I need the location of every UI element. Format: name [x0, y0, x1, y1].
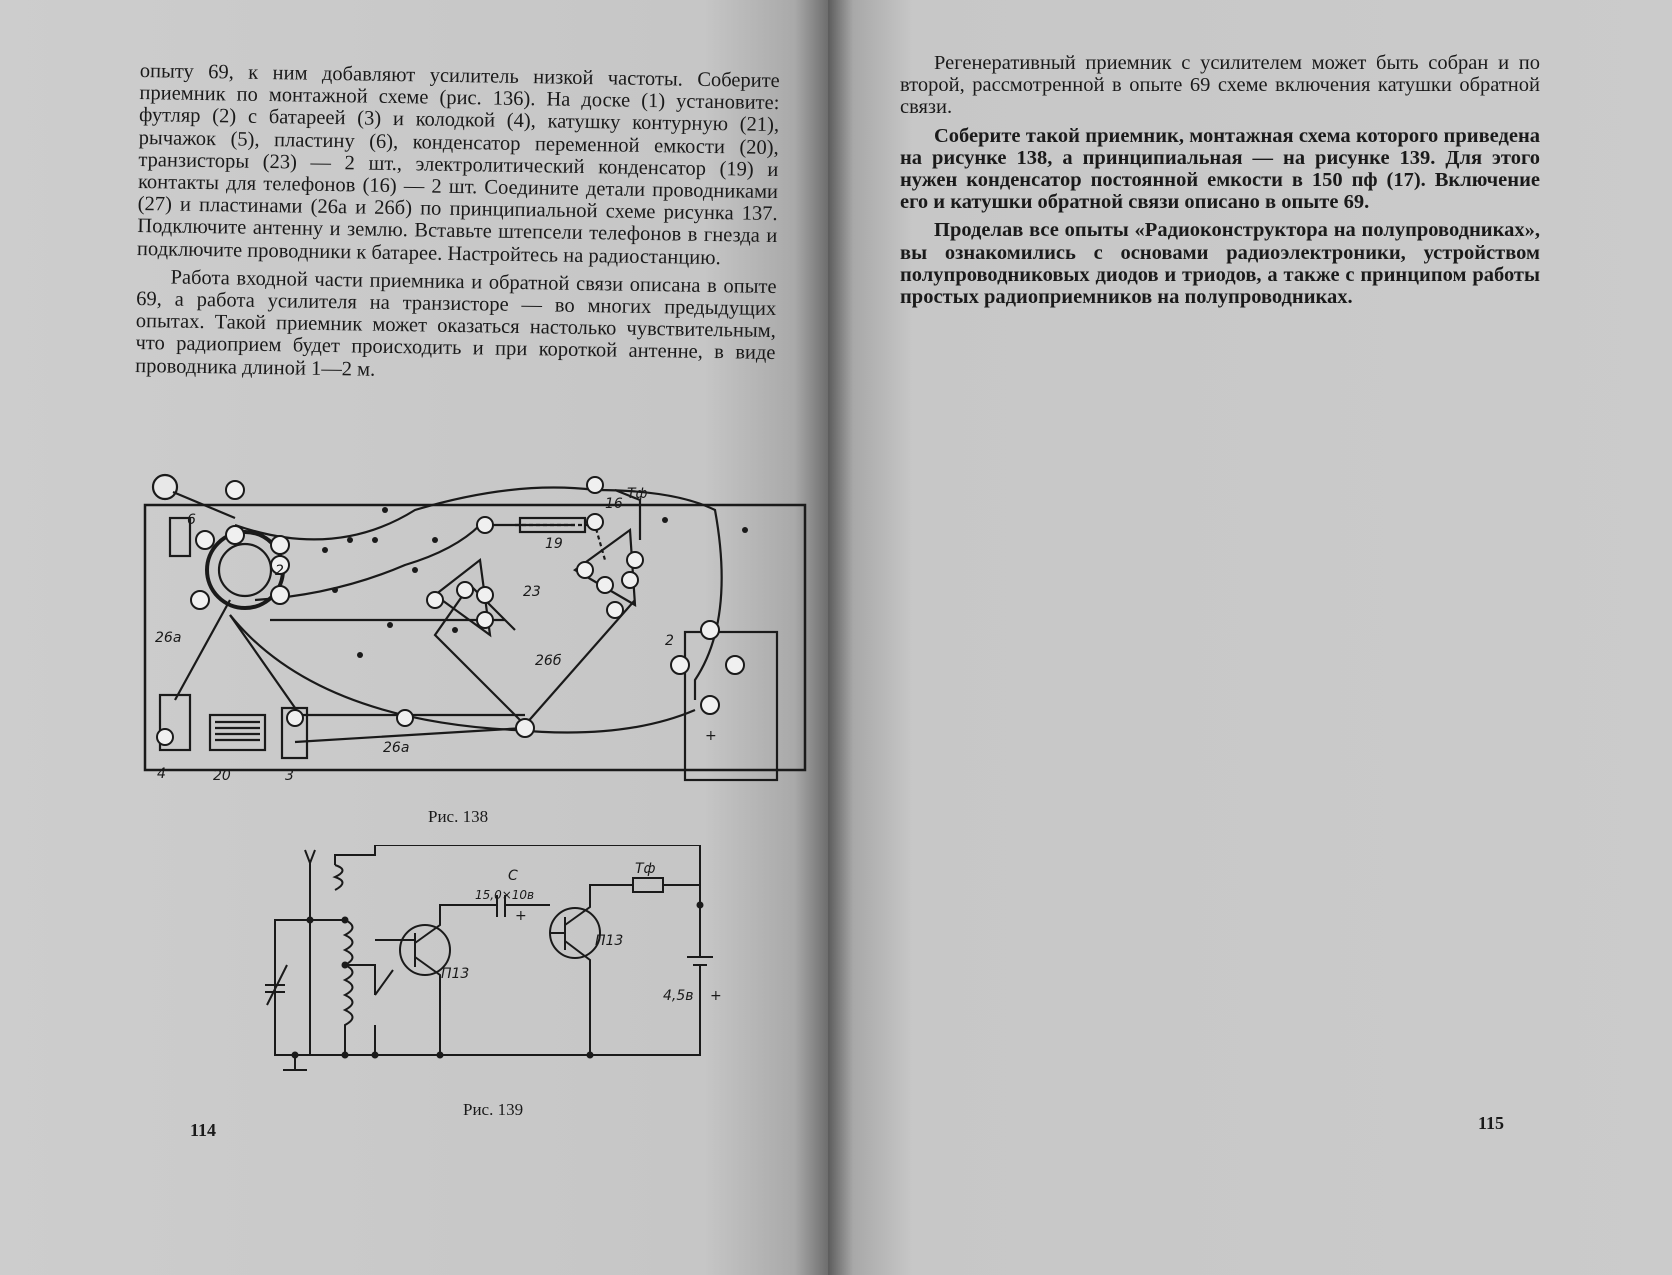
fig138-label-16: 16: [605, 496, 623, 512]
figure-139-caption: Рис. 139: [463, 1100, 524, 1119]
fig138-label-6: 6: [187, 512, 196, 528]
fig138-label-26b: 26б: [535, 653, 562, 669]
fig139-label-tf: Тф: [635, 861, 656, 877]
fig138-label-26a-left: 26а: [155, 630, 182, 646]
right-page: [828, 0, 1672, 1275]
paragraph: Соберите такой приемник, монтажная схема которого приведена на рисунке 138, а принципиальная — на рисунке 139. Для этого нужен конденсатор постоянной емкости в 150 пф (17). Включение его и катушки обратной связи описано в опыте 69.: [900, 124, 1540, 214]
figure-139-schematic: [265, 845, 725, 1075]
paragraph: Работа входной части приемника и обратной связи описана в опыте 69, а работа усилителя на транзисторе — во многих предыдущих опытах. Такой приемник может оказаться настолько чувствительным, что радиоприем будет происходить и при короткой антенне, в виде проводника длиной 1—2 м.: [135, 266, 777, 381]
fig139-label-c-value: 15,0×10в: [475, 888, 535, 902]
page-number-right: 115: [1478, 1113, 1505, 1133]
fig138-label-26a-bottom: 26а: [383, 740, 410, 756]
fig139-label-t1: П13: [441, 966, 470, 982]
right-page-text: [900, 52, 1540, 314]
fig138-label-23: 23: [523, 584, 541, 600]
fig138-label-2: 2: [275, 563, 284, 579]
fig139-label-plus2: +: [710, 988, 722, 1004]
fig138-label-3: 3: [285, 768, 294, 784]
left-page: [0, 0, 828, 1275]
fig139-label-t2: П13: [595, 933, 624, 949]
fig138-label-4: 4: [157, 766, 166, 782]
paragraph: опыту 69, к ним добавляют усилитель низкой частоты. Соберите приемник по монтажной схеме (рис. 136). На доске (1) установите: футляр (2) с батареей (3) и колодкой (4), катушку контурную (21), рычажок (5), пластину (6), конденсатор переменной емкости (20), транзисторы (23) — 2 шт., электролитический конденсатор (19) и контакты для телефонов (16) — 2 шт. Соедините детали проводниками (27) и пластинами (26а и 26б) по принципиальной схеме рисунка 137. Подключите антенну и землю. Вставьте штепсели телефонов в гнезда и подключите проводники к батарее. Настройтесь на радиостанцию.: [136, 60, 780, 269]
fig139-label-c: С: [508, 868, 518, 884]
fig138-label-2b: 2: [665, 633, 674, 649]
fig138-label-plus: +: [705, 728, 717, 744]
paragraph: Регенеративный приемник с усилителем может быть собран и по второй, рассмотренной в опыте 69 схеме включения катушки обратной связи.: [900, 52, 1540, 119]
fig139-label-battery: 4,5в: [663, 988, 694, 1004]
paragraph: Проделав все опыты «Радиоконструктора на полупроводниках», вы ознакомились с основами радиоэлектроники, устройством полупроводниковых диодов и триодов, а также с принципом работы простых радиоприемников на полупроводниках.: [900, 219, 1540, 309]
fig138-label-20: 20: [213, 768, 231, 784]
fig138-label-19: 19: [545, 536, 563, 552]
left-page-text: [135, 60, 780, 393]
figure-138-caption: Рис. 138: [428, 807, 489, 826]
page-number-left: 114: [190, 1120, 217, 1140]
figure-138-mounting-diagram: [135, 470, 815, 785]
fig138-label-tf: Тф: [627, 486, 648, 502]
fig139-label-plus1: +: [515, 908, 527, 924]
